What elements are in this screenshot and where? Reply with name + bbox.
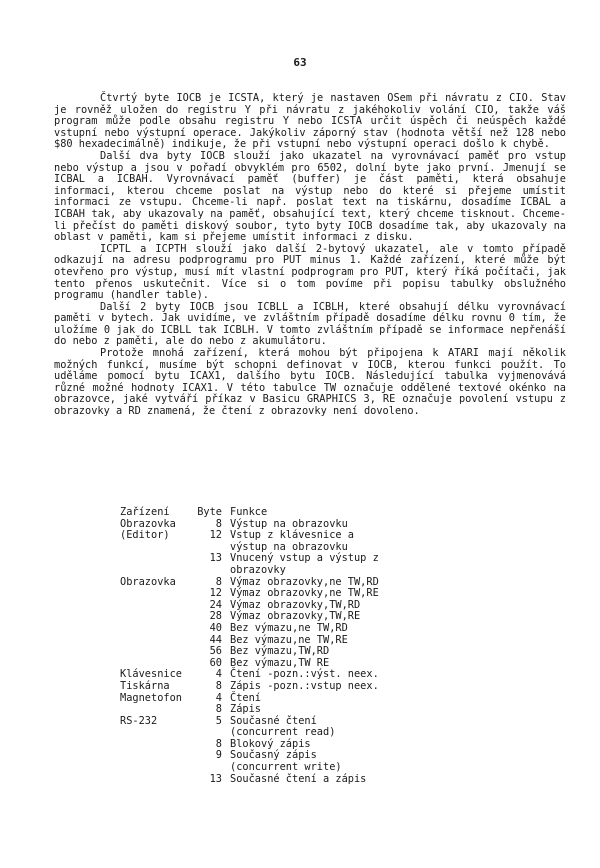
- paragraph: Další 2 byty IOCB jsou ICBLL a ICBLH, které obsahují délku vyrovnávací paměti v bytech. Jak uvidíme, ve zvláštním případě dosadíme délku rovnu 0 tím, že uložíme 0 jak do ICBLL tak ICBLH. V tomto zvláštním případě se informace nepřenáší do nebo z paměti, ale do nebo z akumulátoru.: [54, 300, 566, 348]
- function-cell: Výstup na obrazovku: [230, 517, 348, 530]
- function-cell: obrazovky: [230, 563, 286, 576]
- function-cell: (concurrent write): [230, 761, 342, 774]
- byte-cell: 8: [215, 517, 222, 530]
- table-header-row: [120, 507, 510, 519]
- byte-cell: 60: [209, 656, 222, 669]
- function-cell: Čtení: [230, 691, 261, 704]
- body-text: [54, 93, 566, 418]
- device-cell: Obrazovka: [120, 517, 176, 530]
- function-cell: Bez výmazu,TW,RD: [230, 645, 330, 658]
- device-cell: [120, 762, 192, 774]
- table-row: [120, 693, 510, 705]
- byte-cell: [192, 565, 230, 577]
- device-cell: [120, 565, 192, 577]
- byte-cell: 4: [215, 668, 222, 681]
- paragraph: Další dva byty IOCB slouží jako ukazatel na vyrovnávací paměť pro vstup nebo výstup a jsou v pořadí obvyklém pro 6502, dolní byte jako první. Jmenují se ICBAL a ICBAH. Vyrovnávací paměť (buffer) je část paměti, která obsahuje informaci, kterou chceme poslat na výstup nebo do které si přejeme umístit informaci ze vstupu. Chceme-li např. poslat text na tiskárnu, dosadíme ICBAL a ICBAH tak, aby ukazovaly na paměť, obsahující text, který chceme tisknout. Chceme-li přečíst do paměti diskový soubor, tyto byty IOCB dosadíme tak, aby ukazovaly na oblast v paměti, kam si přejeme umístit informaci z disku.: [54, 149, 566, 244]
- byte-cell: 8: [215, 575, 222, 588]
- device-cell: [120, 542, 192, 554]
- function-cell: Výmaz obrazovky,ne TW,RD: [230, 575, 379, 588]
- device-cell: Klávesnice: [120, 668, 182, 681]
- byte-cell: 24: [209, 598, 222, 611]
- device-cell: [120, 611, 192, 623]
- device-cell: Magnetofon: [120, 691, 182, 704]
- byte-cell: 13: [209, 772, 222, 785]
- byte-cell: 44: [209, 633, 222, 646]
- table-row: [120, 553, 510, 565]
- device-cell: RS-232: [120, 714, 158, 727]
- header-device: Zařízení: [120, 506, 170, 518]
- paragraph: Protože mnohá zařízení, která mohou být připojena k ATARI mají několik možných funkcí, musíme být schopni definovat v IOCB, kterou funkci použít. To uděláme pomocí bytu ICAX1, dalšího bytu IOCB. Následující tabulka vyjmenovává různé možné hodnoty ICAX1. V této tabulce TW označuje oddělené textové okénko na obrazovce, jaké vytváří příkaz v Basicu GRAPHICS 3, RE označuje povolení vstupu z obrazovky a RD znamená, že čtení z obrazovky není dovoleno.: [54, 347, 566, 418]
- device-cell: [120, 727, 192, 739]
- function-cell: Vstup z klávesnice a: [230, 529, 354, 542]
- function-cell: Současný zápis: [230, 749, 317, 762]
- table-row: [120, 704, 510, 716]
- byte-cell: 8: [215, 679, 222, 692]
- byte-cell: [192, 762, 230, 774]
- byte-cell: 9: [215, 749, 222, 762]
- table-row: [120, 565, 510, 577]
- function-cell: Výmaz obrazovky,ne TW,RE: [230, 587, 379, 600]
- byte-cell: 28: [209, 610, 222, 623]
- device-cell: [120, 553, 192, 565]
- function-cell: Bez výmazu,ne TW,RE: [230, 633, 348, 646]
- byte-cell: 8: [215, 737, 222, 750]
- table-row: [120, 762, 510, 774]
- byte-cell: [192, 727, 230, 739]
- function-cell: Zápis: [230, 703, 261, 716]
- function-cell: Výmaz obrazovky,TW,RD: [230, 598, 361, 611]
- function-cell: Zápis -pozn.:vstup neex.: [230, 679, 379, 692]
- device-cell: [120, 750, 192, 762]
- device-cell: [120, 600, 192, 612]
- device-cell: [120, 646, 192, 658]
- device-cell: [120, 588, 192, 600]
- function-cell: Současné čtení a zápis: [230, 772, 367, 785]
- device-cell: [120, 704, 192, 716]
- byte-cell: 40: [209, 621, 222, 634]
- paragraph: ICPTL a ICPTH slouží jako další 2-bytový ukazatel, ale v tomto případě odkazují na adresu podprogramu pro PUT minus 1. Každé zařízení, které může být otevřeno pro výstup, musí mít vlastní podprogram pro PUT, který říká počítači, jak tento přenos uskutečnit. Více si o tom povíme při popisu tabulky obslužného programu (handler table).: [54, 242, 566, 302]
- byte-cell: 4: [215, 691, 222, 704]
- function-cell: Výmaz obrazovky,TW,RE: [230, 610, 361, 623]
- table-row: [120, 588, 510, 600]
- table-row: [120, 623, 510, 635]
- function-cell: Bez výmazu,ne TW,RD: [230, 621, 348, 634]
- function-cell: Blokový zápis: [230, 737, 311, 750]
- device-cell: [120, 739, 192, 751]
- page-number: 63: [293, 56, 307, 69]
- byte-cell: 13: [209, 552, 222, 565]
- paragraph: Čtvrtý byte IOCB je ICSTA, který je nastaven OSem při návratu z CIO. Stav je rovněž uložen do registru Y při návratu z jakéhokoliv volání CIO, takže váš program může podle obsahu registru Y nebo ICSTA určit úspěch či neúspěch každé vstupní nebo výstupní operace. Jakýkoliv záporný stav (hodnota větší než 128 nebo $80 hexadecimálně) indikuje, že při vstupní nebo výstupní operaci došlo k chybě.: [54, 92, 566, 151]
- device-cell: (Editor): [120, 529, 170, 542]
- table-row: [120, 681, 510, 693]
- table-row: [120, 774, 510, 786]
- function-cell: výstup na obrazovku: [230, 540, 348, 553]
- byte-cell: 5: [215, 714, 222, 727]
- function-cell: Vnucený vstup a výstup z: [230, 552, 379, 565]
- device-cell: [120, 623, 192, 635]
- byte-cell: 56: [209, 645, 222, 658]
- table-row: [120, 646, 510, 658]
- device-cell: [120, 635, 192, 647]
- byte-cell: 8: [215, 703, 222, 716]
- byte-cell: 12: [209, 529, 222, 542]
- header-function: Funkce: [230, 506, 268, 518]
- function-cell: Bez výmazu,TW RE: [230, 656, 330, 669]
- function-cell: (concurrent read): [230, 726, 336, 739]
- table-row: [120, 727, 510, 739]
- icax1-table: [120, 507, 510, 785]
- function-cell: Čtení -pozn.:výst. neex.: [230, 668, 379, 681]
- function-cell: Současné čtení: [230, 714, 317, 727]
- byte-cell: 12: [209, 587, 222, 600]
- device-cell: Obrazovka: [120, 575, 176, 588]
- device-cell: [120, 774, 192, 786]
- header-byte: Byte: [197, 506, 222, 518]
- device-cell: Tiskárna: [120, 679, 170, 692]
